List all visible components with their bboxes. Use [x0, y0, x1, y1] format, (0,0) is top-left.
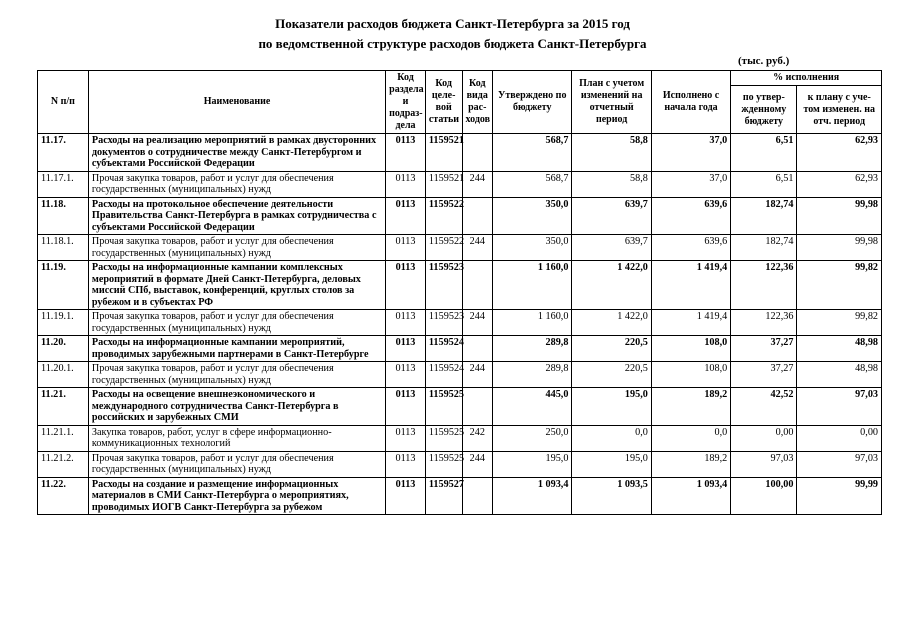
cell-name: Расходы на протокольное обеспечение деятельности Правительства Санкт-Петербурга в рамках сотрудничества с субъектами Российской Федерации: [88, 197, 385, 235]
cell-name: Прочая закупка товаров, работ и услуг для обеспечения государственных (муниципальных) нужд: [88, 235, 385, 261]
cell-name: Расходы на освещение внешнеэкономического и международного сотрудничества Санкт-Петербурга в российских и зарубежных СМИ: [88, 388, 385, 426]
cell-statya: 1159523: [425, 310, 462, 336]
cell-razdel: 0113: [386, 362, 426, 388]
cell-pct-plan: 99,98: [797, 235, 882, 261]
cell-executed: 189,2: [651, 388, 730, 426]
cell-plan: 639,7: [572, 235, 651, 261]
cell-pct-plan: 62,93: [797, 171, 882, 197]
table-row: [38, 197, 882, 235]
table-row: [38, 362, 882, 388]
header-name: Наименование: [88, 71, 385, 134]
cell-approved: 445,0: [493, 388, 572, 426]
cell-plan: 220,5: [572, 336, 651, 362]
cell-pct-approved: 6,51: [731, 171, 797, 197]
cell-pct-approved: 182,74: [731, 197, 797, 235]
cell-vid: 244: [462, 451, 493, 477]
cell-vid: [462, 261, 493, 310]
cell-vid: 244: [462, 362, 493, 388]
cell-razdel: 0113: [386, 310, 426, 336]
cell-plan: 1 422,0: [572, 310, 651, 336]
cell-pct-plan: 99,98: [797, 197, 882, 235]
cell-name: Расходы на информационные кампании мероприятий, проводимых зарубежными партнерами в Санкт-Петербурге: [88, 336, 385, 362]
table-row: [38, 477, 882, 515]
cell-approved: 350,0: [493, 197, 572, 235]
table-row: [38, 388, 882, 426]
header-statya: Код целе-вой статьи: [425, 71, 462, 134]
cell-name: Расходы на создание и размещение информационных материалов в СМИ Санкт-Петербурга о мероприятиях, проводимых ИОГВ Санкт-Петербурга за рубежом: [88, 477, 385, 515]
cell-plan: 1 093,5: [572, 477, 651, 515]
cell-statya: 1159522: [425, 235, 462, 261]
header-pct-plan: к плану с уче-том изменен. на отч. период: [797, 86, 882, 134]
cell-vid: [462, 336, 493, 362]
cell-pct-approved: 42,52: [731, 388, 797, 426]
cell-statya: 1159521: [425, 134, 462, 172]
cell-vid: [462, 388, 493, 426]
cell-num: 11.21.: [38, 388, 89, 426]
cell-razdel: 0113: [386, 197, 426, 235]
cell-num: 11.17.: [38, 134, 89, 172]
cell-plan: 58,8: [572, 134, 651, 172]
cell-pct-plan: 99,99: [797, 477, 882, 515]
cell-executed: 1 419,4: [651, 261, 730, 310]
header-executed: Исполнено с начала года: [651, 71, 730, 134]
table-body: [38, 134, 882, 515]
cell-executed: 37,0: [651, 134, 730, 172]
cell-statya: 1159524: [425, 362, 462, 388]
cell-plan: 220,5: [572, 362, 651, 388]
header-razdel: Код раздела и подраз-дела: [386, 71, 426, 134]
cell-plan: 639,7: [572, 197, 651, 235]
header-pct-approved: по утвер-жденному бюджету: [731, 86, 797, 134]
cell-razdel: 0113: [386, 336, 426, 362]
cell-pct-approved: 122,36: [731, 310, 797, 336]
cell-name: Расходы на информационные кампании комплексных мероприятий в формате Дней Санкт-Петербурга, деловых миссий СПб, выставок, конференций, круглых столов за рубежом и в субъектах РФ: [88, 261, 385, 310]
cell-executed: 1 419,4: [651, 310, 730, 336]
cell-approved: 1 160,0: [493, 310, 572, 336]
cell-pct-plan: 48,98: [797, 336, 882, 362]
cell-pct-approved: 100,00: [731, 477, 797, 515]
cell-name: Закупка товаров, работ, услуг в сфере информационно-коммуникационных технологий: [88, 425, 385, 451]
table-row: [38, 261, 882, 310]
cell-approved: 289,8: [493, 362, 572, 388]
cell-name: Расходы на реализацию мероприятий в рамках двусторонних документов о сотрудничестве между Санкт-Петербургом и субъектами Российской Федерации: [88, 134, 385, 172]
header-pct-group: % исполнения: [731, 71, 882, 86]
cell-num: 11.21.1.: [38, 425, 89, 451]
header-num: N п/п: [38, 71, 89, 134]
cell-razdel: 0113: [386, 425, 426, 451]
cell-name: Прочая закупка товаров, работ и услуг для обеспечения государственных (муниципальных) нужд: [88, 171, 385, 197]
report-subtitle: по ведомственной структуре расходов бюджета Санкт-Петербурга: [258, 36, 647, 51]
cell-executed: 1 093,4: [651, 477, 730, 515]
cell-approved: 1 160,0: [493, 261, 572, 310]
cell-statya: 1159525: [425, 451, 462, 477]
cell-num: 11.22.: [38, 477, 89, 515]
cell-vid: 244: [462, 235, 493, 261]
cell-approved: 195,0: [493, 451, 572, 477]
cell-vid: 242: [462, 425, 493, 451]
cell-statya: 1159525: [425, 388, 462, 426]
cell-pct-plan: 48,98: [797, 362, 882, 388]
cell-pct-plan: 97,03: [797, 388, 882, 426]
header-row: [38, 71, 882, 86]
cell-vid: [462, 477, 493, 515]
cell-razdel: 0113: [386, 388, 426, 426]
table-row: [38, 310, 882, 336]
report-title: Показатели расходов бюджета Санкт-Петербурга за 2015 год: [275, 16, 630, 31]
table-row: [38, 336, 882, 362]
cell-statya: 1159527: [425, 477, 462, 515]
cell-vid: 244: [462, 171, 493, 197]
cell-num: 11.20.: [38, 336, 89, 362]
cell-plan: 58,8: [572, 171, 651, 197]
cell-executed: 639,6: [651, 197, 730, 235]
cell-approved: 250,0: [493, 425, 572, 451]
cell-executed: 639,6: [651, 235, 730, 261]
cell-approved: 568,7: [493, 171, 572, 197]
units-label: (тыс. руб.): [738, 55, 790, 67]
budget-table: [37, 70, 882, 515]
cell-pct-approved: 122,36: [731, 261, 797, 310]
cell-pct-approved: 182,74: [731, 235, 797, 261]
cell-plan: 195,0: [572, 388, 651, 426]
cell-num: 11.19.1.: [38, 310, 89, 336]
cell-razdel: 0113: [386, 451, 426, 477]
cell-statya: 1159524: [425, 336, 462, 362]
cell-num: 11.17.1.: [38, 171, 89, 197]
cell-plan: 0,0: [572, 425, 651, 451]
cell-pct-plan: 97,03: [797, 451, 882, 477]
header-approved: Утверждено по бюджету: [493, 71, 572, 134]
cell-num: 11.18.1.: [38, 235, 89, 261]
cell-num: 11.21.2.: [38, 451, 89, 477]
cell-pct-plan: 62,93: [797, 134, 882, 172]
cell-num: 11.19.: [38, 261, 89, 310]
cell-pct-plan: 0,00: [797, 425, 882, 451]
cell-razdel: 0113: [386, 235, 426, 261]
cell-executed: 189,2: [651, 451, 730, 477]
cell-statya: 1159525: [425, 425, 462, 451]
cell-name: Прочая закупка товаров, работ и услуг для обеспечения государственных (муниципальных) нужд: [88, 310, 385, 336]
cell-approved: 350,0: [493, 235, 572, 261]
cell-pct-approved: 37,27: [731, 336, 797, 362]
table-row: [38, 171, 882, 197]
cell-executed: 108,0: [651, 336, 730, 362]
cell-num: 11.20.1.: [38, 362, 89, 388]
cell-statya: 1159523: [425, 261, 462, 310]
header-plan: План с учетом изменений на отчетный период: [572, 71, 651, 134]
cell-name: Прочая закупка товаров, работ и услуг для обеспечения государственных (муниципальных) нужд: [88, 451, 385, 477]
table-row: [38, 451, 882, 477]
table-row: [38, 235, 882, 261]
cell-executed: 0,0: [651, 425, 730, 451]
cell-vid: [462, 197, 493, 235]
cell-pct-approved: 0,00: [731, 425, 797, 451]
cell-vid: 244: [462, 310, 493, 336]
cell-razdel: 0113: [386, 171, 426, 197]
cell-pct-plan: 99,82: [797, 261, 882, 310]
cell-statya: 1159521: [425, 171, 462, 197]
cell-plan: 195,0: [572, 451, 651, 477]
cell-executed: 37,0: [651, 171, 730, 197]
cell-vid: [462, 134, 493, 172]
header-vid: Код вида рас-ходов: [462, 71, 493, 134]
cell-num: 11.18.: [38, 197, 89, 235]
cell-approved: 289,8: [493, 336, 572, 362]
cell-name: Прочая закупка товаров, работ и услуг для обеспечения государственных (муниципальных) нужд: [88, 362, 385, 388]
cell-statya: 1159522: [425, 197, 462, 235]
cell-executed: 108,0: [651, 362, 730, 388]
cell-razdel: 0113: [386, 477, 426, 515]
cell-pct-approved: 37,27: [731, 362, 797, 388]
cell-pct-plan: 99,82: [797, 310, 882, 336]
table-row: [38, 134, 882, 172]
cell-pct-approved: 6,51: [731, 134, 797, 172]
cell-plan: 1 422,0: [572, 261, 651, 310]
cell-razdel: 0113: [386, 134, 426, 172]
cell-approved: 568,7: [493, 134, 572, 172]
cell-pct-approved: 97,03: [731, 451, 797, 477]
table-row: [38, 425, 882, 451]
cell-razdel: 0113: [386, 261, 426, 310]
cell-approved: 1 093,4: [493, 477, 572, 515]
